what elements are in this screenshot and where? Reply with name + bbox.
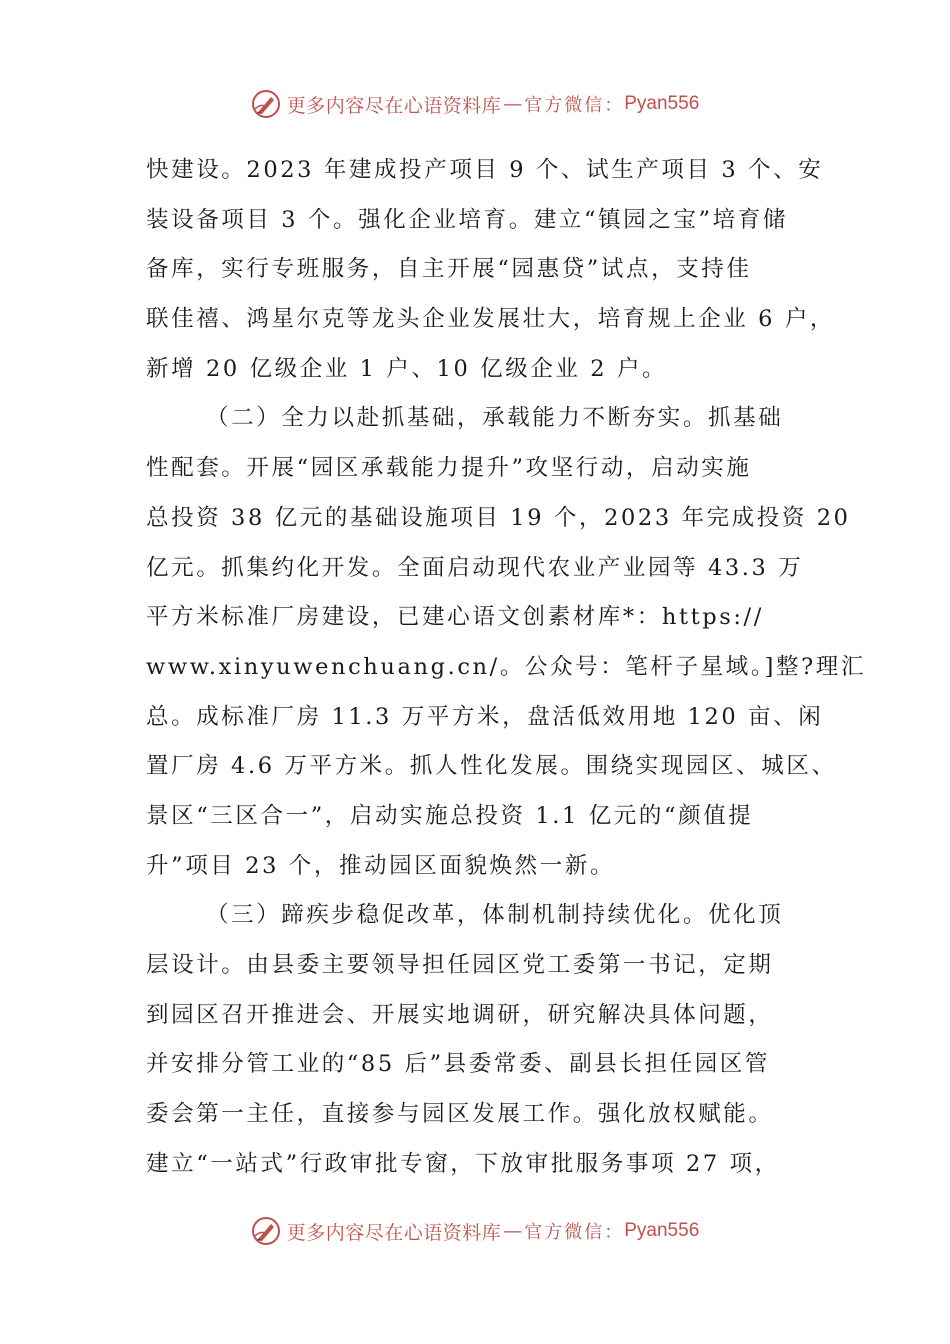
pen-logo-icon <box>251 1216 281 1246</box>
body-line: 建立“一站式”行政审批专窗，下放审批服务事项 27 项， <box>146 1150 780 1177</box>
header-brand: 更多内容尽在心语资料库 <box>286 94 502 117</box>
header-banner <box>0 84 950 124</box>
footer-wechat-id: Pyan556 <box>624 1220 700 1241</box>
footer-separator: — <box>503 1220 523 1242</box>
footer-subtitle: 官方微信： <box>524 1222 625 1243</box>
body-line: 委会第一主任，直接参与园区发展工作。强化放权赋能。 <box>146 1101 774 1128</box>
body-line: 并安排分管工业的“85 后”县委常委、副县长担任园区管 <box>146 1051 770 1078</box>
footer-brand: 更多内容尽在心语资料库 <box>286 1221 502 1244</box>
body-line: 平方米标准厂房建设，已建心语文创素材库*：https:// <box>146 604 764 631</box>
section-heading-line: （二）全力以赴抓基础，承载能力不断夯实。抓基础 <box>206 405 784 432</box>
body-line: 总投资 38 亿元的基础设施项目 19 个，2023 年完成投资 20 <box>146 504 851 531</box>
header-subtitle: 官方微信： <box>524 95 625 116</box>
body-line: 到园区召开推进会、开展实地调研，研究解决具体问题， <box>146 1001 774 1028</box>
body-line: 景区“三区合一”，启动实施总投资 1.1 亿元的“颜值提 <box>146 802 754 829</box>
body-line: 置厂房 4.6 万平方米。抓人性化发展。围绕实现园区、城区、 <box>146 753 837 780</box>
body-line: 性配套。开展“园区承载能力提升”攻坚行动，启动实施 <box>146 455 752 482</box>
body-line: 快建设。2023 年建成投产项目 9 个、试生产项目 3 个、安 <box>146 157 824 183</box>
footer-banner <box>0 1211 950 1251</box>
body-line: 装设备项目 3 个。强化企业培育。建立“镇园之宝”培育储 <box>146 206 788 233</box>
body-line: 联佳禧、鸿星尔克等龙头企业发展壮大，培育规上企业 6 户， <box>146 306 836 333</box>
header-wechat-id: Pyan556 <box>624 93 700 114</box>
body-line: 升”项目 23 个，推动园区面貌焕然一新。 <box>146 852 616 879</box>
body-line: 新增 20 亿级企业 1 户、10 亿级企业 2 户。 <box>146 355 668 382</box>
section-heading-line: （三）蹄疾步稳促改革，体制机制持续优化。优化顶 <box>206 902 784 929</box>
document-body <box>146 146 867 1189</box>
body-line: 亿元。抓集约化开发。全面启动现代农业产业园等 43.3 万 <box>146 554 804 581</box>
header-separator: — <box>503 93 523 115</box>
body-line: 备库，实行专班服务，自主开展“园惠贷”试点，支持佳 <box>146 256 752 283</box>
body-line: 总。成标准厂房 11.3 万平方米，盘活低效用地 120 亩、闲 <box>146 703 824 730</box>
body-line: 层设计。由县委主要领导担任园区党工委第一书记，定期 <box>146 952 774 978</box>
pen-logo-icon <box>251 89 281 119</box>
body-line: www.xinyuwenchuang.cn/。公众号：笔杆子星域。]整?理汇 <box>146 653 867 680</box>
